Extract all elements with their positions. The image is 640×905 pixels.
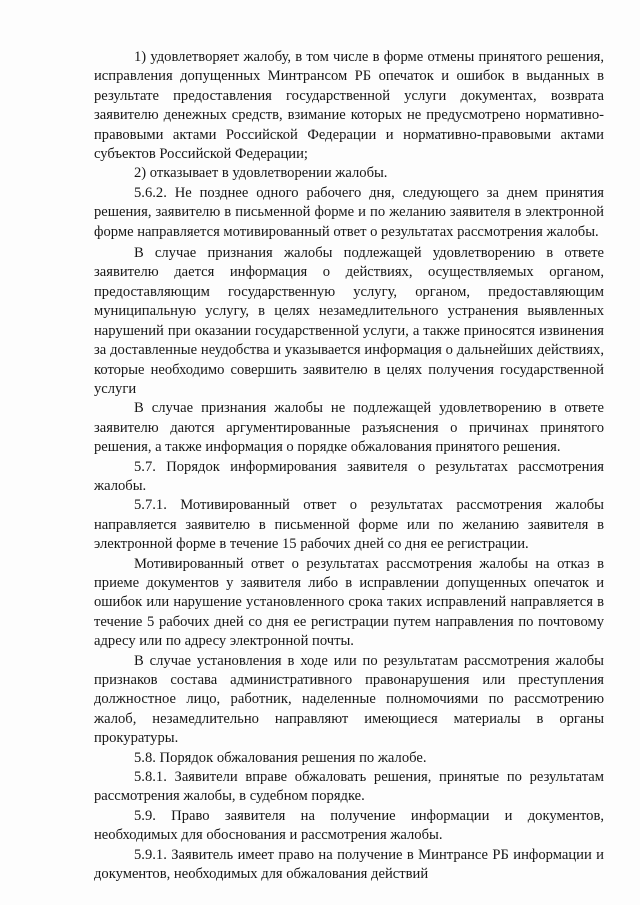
- paragraph-5-9-1: 5.9.1. Заявитель имеет право на получение в Минтрансе РБ информации и документов, необходимых для обжалования действий: [94, 846, 604, 883]
- paragraph-5-9: 5.9. Право заявителя на получение информации и документов, необходимых для обоснования и рассмотрения жалобы.: [94, 807, 604, 844]
- paragraph-5-6-2: 5.6.2. Не позднее одного рабочего дня, следующего за днем принятия решения, заявителю в письменной форме и по желанию заявителя в электронной форме направляется мотивированный ответ о результатах рассмотрения жалобы.: [94, 184, 604, 240]
- paragraph-complaint-satisfied-info: В случае признания жалобы подлежащей удовлетворению в ответе заявителю дается информация о действиях, осуществляемых органом, предоставляющим государственную услугу, органом, предоставляющим муниципальную услугу, в целях незамедлительного устранения выявленных нарушений при оказании государственной услуги, а также приносятся извинения за доставленные неудобства и указывается информация о дальнейших действиях, которые необходимо совершить заявителю в целях получения государственной услуги: [94, 245, 604, 397]
- paragraph-refusal-answer: Мотивированный ответ о результатах рассмотрения жалобы на отказ в приеме документов у заявителя либо в исправлении допущенных опечаток и ошибок или нарушение установленного срока таких исправлений направляется в течение 5 рабочих дней со дня ее регистрации путем направления по почтовому адресу или по адресу электронной почты.: [94, 555, 604, 650]
- paragraph-5-8: 5.8. Порядок обжалования решения по жалобе.: [134, 749, 427, 766]
- paragraph-prosecution: В случае установления в ходе или по результатам рассмотрения жалобы признаков состава административного правонарушения или преступления должностное лицо, работник, наделенные полномочиями по рассмотрению жалоб, незамедлительно направляют имеющиеся материалы в органы прокуратуры.: [94, 652, 604, 747]
- paragraph-5-7: 5.7. Порядок информирования заявителя о результатах рассмотрения жалобы.: [94, 458, 604, 494]
- paragraph-complaint-rejected-info: В случае признания жалобы не подлежащей удовлетворению в ответе заявителю даются аргументированные разъяснения о причинах принятого решения, а также информация о порядке обжалования принятого решения.: [94, 400, 604, 456]
- paragraph-2-reject-complaint: 2) отказывает в удовлетворении жалобы.: [134, 165, 388, 182]
- paragraph-5-8-1: 5.8.1. Заявители вправе обжаловать решения, принятые по результатам рассмотрения жалобы, в судебном порядке.: [94, 769, 604, 805]
- paragraph-1-satisfy-complaint: 1) удовлетворяет жалобу, в том числе в форме отмены принятого решения, исправления допущенных Минтрансом РБ опечаток и ошибок в выданных в результате предоставления государственной услуги документах, возврата заявителю денежных средств, взимание которых не предусмотрено нормативно-правовыми актами Российской Федерации и нормативно-правовыми актами субъектов Российской Федерации;: [94, 49, 604, 163]
- document-body: [94, 48, 604, 884]
- paragraph-5-7-1: 5.7.1. Мотивированный ответ о результатах рассмотрения жалобы направляется заявителю в письменной форме или по желанию заявителя в электронной форме в течение 15 рабочих дней со дня ее регистрации.: [94, 497, 604, 553]
